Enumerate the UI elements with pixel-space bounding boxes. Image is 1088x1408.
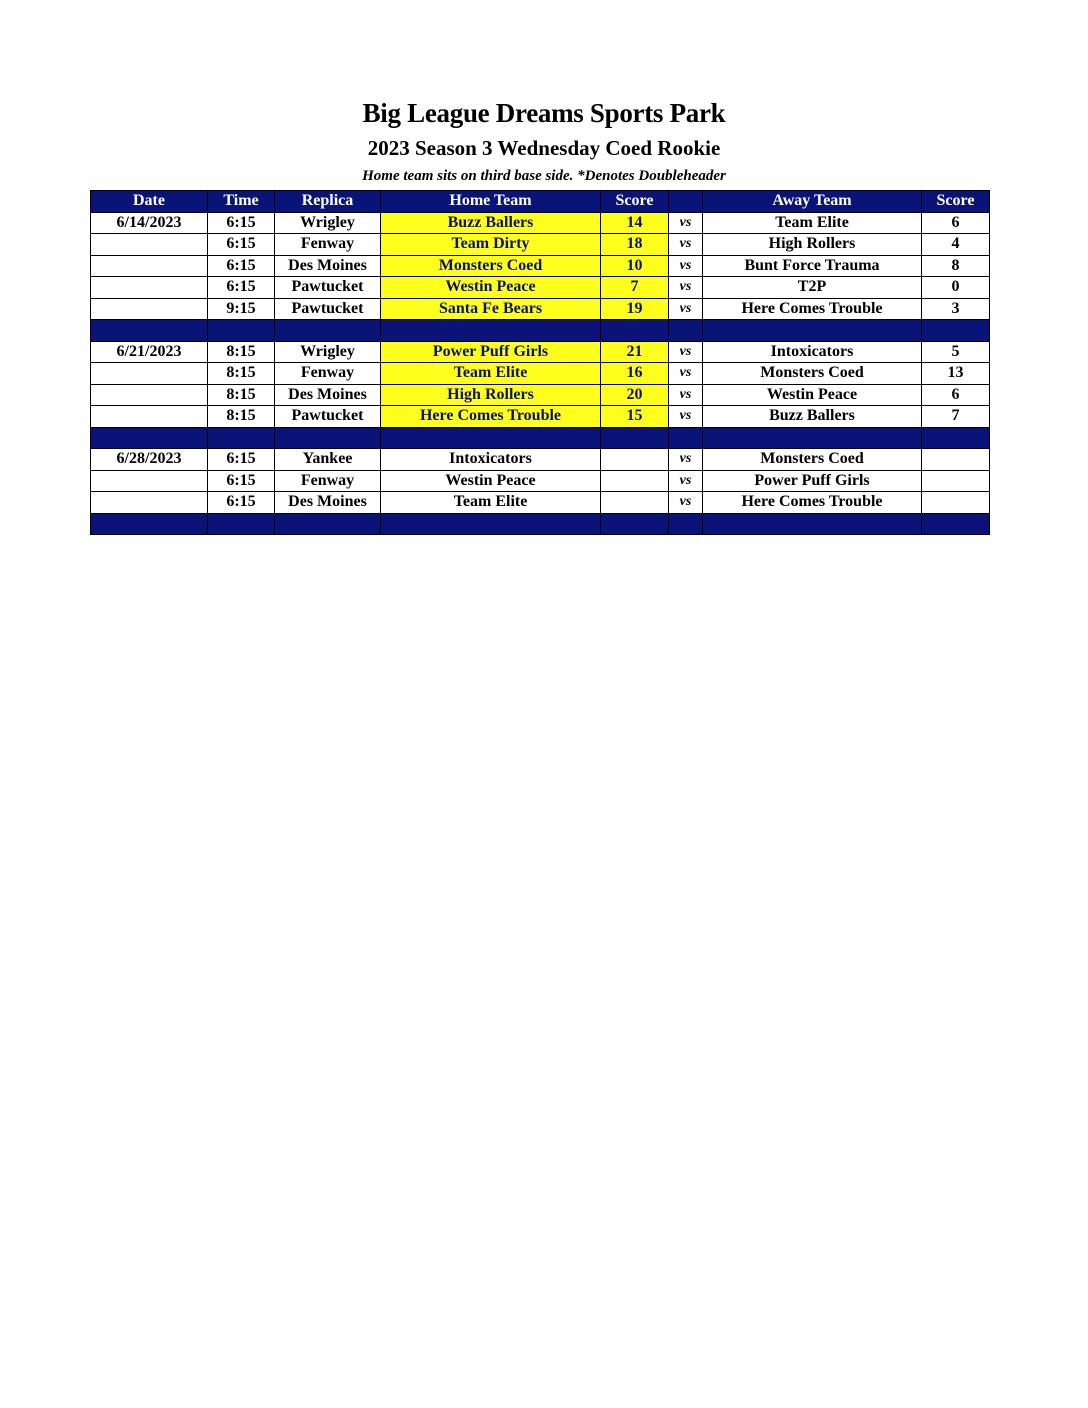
separator-cell: [669, 427, 703, 449]
vs-cell: vs: [669, 298, 703, 320]
col-header-away-team: Away Team: [703, 191, 922, 213]
home-team-cell: Intoxicators: [381, 449, 601, 471]
away-team-cell: T2P: [703, 277, 922, 299]
schedule-note: Home team sits on third base side. *Denotes Doubleheader: [362, 168, 726, 184]
vs-cell: vs: [669, 363, 703, 385]
col-header-date: Date: [91, 191, 208, 213]
week-separator-row: [91, 427, 990, 449]
vs-cell: vs: [669, 255, 703, 277]
separator-cell: [922, 513, 990, 535]
vs-cell: vs: [669, 212, 703, 234]
separator-cell: [91, 427, 208, 449]
page-subtitle: 2023 Season 3 Wednesday Coed Rookie: [367, 136, 721, 160]
game-row: [91, 363, 990, 385]
home-team-cell: Team Dirty: [381, 234, 601, 256]
page-title: Big League Dreams Sports Park: [362, 98, 726, 128]
date-cell: [91, 406, 208, 428]
away-team-cell: Monsters Coed: [703, 363, 922, 385]
home-score-cell: 16: [601, 363, 669, 385]
separator-cell: [275, 320, 381, 342]
week-separator-row: [91, 320, 990, 342]
col-header-home-score: Score: [601, 191, 669, 213]
schedule-table: [90, 190, 990, 535]
home-team-cell: High Rollers: [381, 384, 601, 406]
away-score-cell: 3: [922, 298, 990, 320]
date-cell: [91, 277, 208, 299]
replica-cell: Des Moines: [275, 492, 381, 514]
time-cell: 8:15: [208, 406, 275, 428]
vs-cell: vs: [669, 406, 703, 428]
vs-cell: vs: [669, 234, 703, 256]
replica-cell: Pawtucket: [275, 277, 381, 299]
game-row: [91, 470, 990, 492]
time-cell: 6:15: [208, 470, 275, 492]
vs-cell: vs: [669, 470, 703, 492]
replica-cell: Wrigley: [275, 341, 381, 363]
home-score-cell: 10: [601, 255, 669, 277]
separator-cell: [381, 320, 601, 342]
time-cell: 8:15: [208, 341, 275, 363]
away-team-cell: Bunt Force Trauma: [703, 255, 922, 277]
away-team-cell: Team Elite: [703, 212, 922, 234]
separator-cell: [601, 320, 669, 342]
home-score-cell: 21: [601, 341, 669, 363]
separator-cell: [703, 513, 922, 535]
date-cell: [91, 492, 208, 514]
replica-cell: Fenway: [275, 363, 381, 385]
time-cell: 6:15: [208, 212, 275, 234]
header-row: [91, 191, 990, 213]
vs-cell: vs: [669, 384, 703, 406]
time-cell: 8:15: [208, 363, 275, 385]
separator-cell: [669, 320, 703, 342]
separator-cell: [91, 320, 208, 342]
time-cell: 6:15: [208, 492, 275, 514]
date-cell: 6/14/2023: [91, 212, 208, 234]
game-row: [91, 341, 990, 363]
home-team-cell: Monsters Coed: [381, 255, 601, 277]
date-cell: [91, 255, 208, 277]
game-row: [91, 234, 990, 256]
separator-cell: [703, 427, 922, 449]
home-team-cell: Team Elite: [381, 492, 601, 514]
away-score-cell: [922, 492, 990, 514]
separator-cell: [669, 513, 703, 535]
replica-cell: Pawtucket: [275, 406, 381, 428]
game-row: [91, 384, 990, 406]
separator-cell: [601, 427, 669, 449]
home-team-cell: Westin Peace: [381, 277, 601, 299]
game-row: [91, 277, 990, 299]
date-cell: [91, 470, 208, 492]
replica-cell: Yankee: [275, 449, 381, 471]
time-cell: 6:15: [208, 234, 275, 256]
home-score-cell: 20: [601, 384, 669, 406]
separator-cell: [922, 427, 990, 449]
away-score-cell: 6: [922, 384, 990, 406]
replica-cell: Fenway: [275, 470, 381, 492]
date-cell: [91, 298, 208, 320]
game-row: [91, 255, 990, 277]
separator-cell: [208, 427, 275, 449]
away-score-cell: 6: [922, 212, 990, 234]
home-score-cell: [601, 449, 669, 471]
away-score-cell: 4: [922, 234, 990, 256]
away-team-cell: Westin Peace: [703, 384, 922, 406]
date-cell: 6/21/2023: [91, 341, 208, 363]
home-score-cell: [601, 492, 669, 514]
away-team-cell: Here Comes Trouble: [703, 298, 922, 320]
replica-cell: Des Moines: [275, 255, 381, 277]
home-score-cell: 18: [601, 234, 669, 256]
home-team-cell: Power Puff Girls: [381, 341, 601, 363]
vs-cell: vs: [669, 449, 703, 471]
col-header-time: Time: [208, 191, 275, 213]
col-header-vs: [669, 191, 703, 213]
separator-cell: [703, 320, 922, 342]
home-team-cell: Westin Peace: [381, 470, 601, 492]
separator-cell: [275, 513, 381, 535]
separator-cell: [381, 427, 601, 449]
game-row: [91, 298, 990, 320]
away-team-cell: Buzz Ballers: [703, 406, 922, 428]
replica-cell: Wrigley: [275, 212, 381, 234]
home-score-cell: 14: [601, 212, 669, 234]
game-row: [91, 492, 990, 514]
week-separator-row: [91, 513, 990, 535]
time-cell: 6:15: [208, 449, 275, 471]
home-score-cell: [601, 470, 669, 492]
time-cell: 8:15: [208, 384, 275, 406]
vs-cell: vs: [669, 492, 703, 514]
away-team-cell: High Rollers: [703, 234, 922, 256]
away-team-cell: Here Comes Trouble: [703, 492, 922, 514]
game-row: [91, 212, 990, 234]
separator-cell: [601, 513, 669, 535]
time-cell: 9:15: [208, 298, 275, 320]
game-row: [91, 406, 990, 428]
away-score-cell: [922, 449, 990, 471]
away-score-cell: 5: [922, 341, 990, 363]
schedule-body: [91, 212, 990, 535]
col-header-home-team: Home Team: [381, 191, 601, 213]
home-team-cell: Buzz Ballers: [381, 212, 601, 234]
separator-cell: [208, 513, 275, 535]
time-cell: 6:15: [208, 277, 275, 299]
date-cell: [91, 234, 208, 256]
away-score-cell: 7: [922, 406, 990, 428]
home-score-cell: 19: [601, 298, 669, 320]
col-header-replica: Replica: [275, 191, 381, 213]
replica-cell: Des Moines: [275, 384, 381, 406]
home-team-cell: Santa Fe Bears: [381, 298, 601, 320]
home-team-cell: Team Elite: [381, 363, 601, 385]
home-team-cell: Here Comes Trouble: [381, 406, 601, 428]
col-header-away-score: Score: [922, 191, 990, 213]
date-cell: 6/28/2023: [91, 449, 208, 471]
home-score-cell: 15: [601, 406, 669, 428]
separator-cell: [275, 427, 381, 449]
separator-cell: [922, 320, 990, 342]
away-score-cell: [922, 470, 990, 492]
vs-cell: vs: [669, 277, 703, 299]
away-score-cell: 0: [922, 277, 990, 299]
away-team-cell: Monsters Coed: [703, 449, 922, 471]
away-score-cell: 8: [922, 255, 990, 277]
replica-cell: Fenway: [275, 234, 381, 256]
away-team-cell: Power Puff Girls: [703, 470, 922, 492]
game-row: [91, 449, 990, 471]
vs-cell: vs: [669, 341, 703, 363]
time-cell: 6:15: [208, 255, 275, 277]
date-cell: [91, 363, 208, 385]
home-score-cell: 7: [601, 277, 669, 299]
separator-cell: [208, 320, 275, 342]
date-cell: [91, 384, 208, 406]
away-score-cell: 13: [922, 363, 990, 385]
replica-cell: Pawtucket: [275, 298, 381, 320]
away-team-cell: Intoxicators: [703, 341, 922, 363]
separator-cell: [381, 513, 601, 535]
separator-cell: [91, 513, 208, 535]
